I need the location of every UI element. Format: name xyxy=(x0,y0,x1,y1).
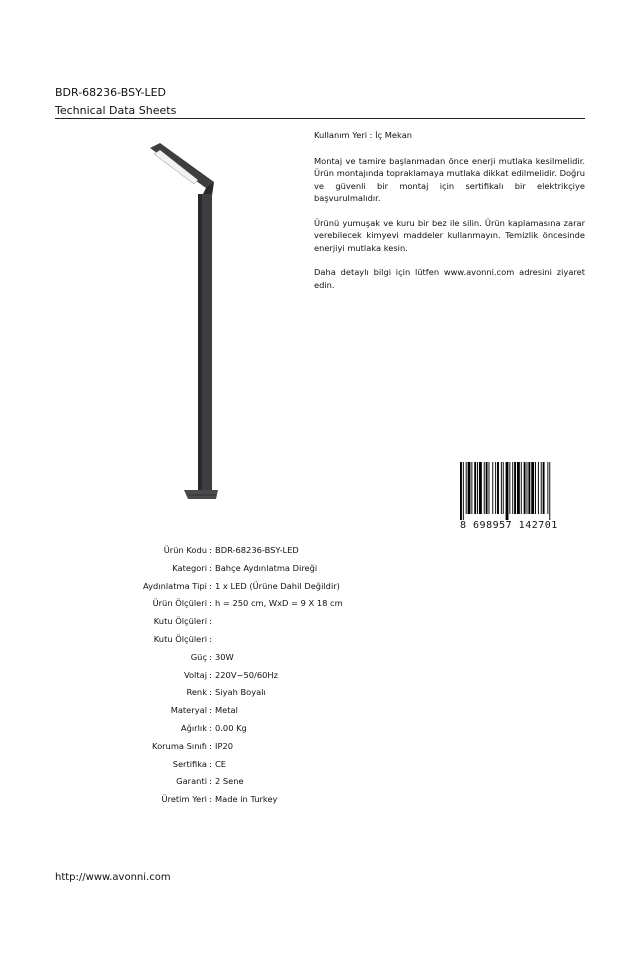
spec-value: Bahçe Aydınlatma Direği xyxy=(215,562,318,573)
barcode-bar xyxy=(531,462,534,514)
spec-separator: : xyxy=(209,705,212,716)
spec-separator: : xyxy=(209,580,212,591)
spec-row xyxy=(0,723,640,741)
barcode-bar xyxy=(503,462,504,514)
spec-value: h = 250 cm, WxD = 9 X 18 cm xyxy=(215,598,343,609)
spec-label: Kutu Ölçüleri xyxy=(153,633,207,644)
spec-row xyxy=(0,670,640,688)
spec-row xyxy=(0,598,640,616)
spec-separator: : xyxy=(209,633,212,644)
spec-row xyxy=(0,776,640,794)
barcode-bar xyxy=(524,462,526,514)
spec-separator: : xyxy=(209,776,212,787)
spec-separator: : xyxy=(209,598,212,609)
barcode-bar xyxy=(484,462,485,514)
spec-row xyxy=(0,741,640,759)
pole-base xyxy=(184,490,218,499)
barcode-bar xyxy=(489,462,490,514)
header-divider xyxy=(55,118,585,119)
spec-separator: : xyxy=(209,740,212,751)
spec-value: CE xyxy=(215,758,227,769)
barcode-bar xyxy=(492,462,493,514)
barcode-bar xyxy=(512,462,513,514)
spec-label: Ağırlık xyxy=(180,722,207,733)
spec-label: Aydınlatma Tipi xyxy=(143,580,207,591)
barcode xyxy=(460,462,584,520)
spec-label: Kutu Ölçüleri xyxy=(153,616,207,627)
page-subtitle: Technical Data Sheets xyxy=(55,104,177,117)
usage-location: Kullanım Yeri : İç Mekan xyxy=(314,130,413,140)
spec-row xyxy=(0,759,640,777)
spec-row xyxy=(0,705,640,723)
barcode-bar xyxy=(463,462,464,520)
spec-row xyxy=(0,616,640,634)
barcode-bar xyxy=(543,462,545,514)
barcode-bar xyxy=(477,462,478,514)
spec-label: Koruma Sınıfı xyxy=(152,740,207,751)
spec-separator: : xyxy=(209,616,212,627)
barcode-bar xyxy=(466,462,467,514)
spec-row xyxy=(0,687,640,705)
spec-value: BDR-68236-BSY-LED xyxy=(215,545,299,555)
description-paragraph: Montaj ve tamire başlanmadan önce enerji mutlaka kesilmelidir. Ürün montajında topraklamaya mutlaka dikkat edilmelidir. Doğru ve güvenli bir montaj için sertifikalı bir elektrikçiye başvurulmalıdır. xyxy=(314,155,585,203)
spec-row xyxy=(0,634,640,652)
barcode-bar xyxy=(535,462,536,514)
barcode-bar xyxy=(471,462,472,514)
barcode-bar xyxy=(547,462,548,514)
barcode-bar xyxy=(495,462,496,514)
spec-row xyxy=(0,545,640,563)
spec-separator: : xyxy=(209,794,212,805)
barcode-bar xyxy=(517,462,520,514)
spec-value: 0.00 Kg xyxy=(215,722,247,733)
barcode-bar xyxy=(497,462,499,514)
spec-value: 220V~50/60Hz xyxy=(215,669,278,680)
spec-label: Ürün Kodu xyxy=(163,545,207,555)
spec-label: Ürün Ölçüleri xyxy=(152,598,207,609)
spec-label: Garanti xyxy=(176,776,207,787)
barcode-bar xyxy=(474,462,476,514)
spec-value: IP20 xyxy=(215,740,234,751)
website-link[interactable]: http://www.avonni.com xyxy=(55,872,171,883)
barcode-bar xyxy=(506,462,509,520)
spec-value: 1 x LED (Ürüne Dahil Değildir) xyxy=(215,580,340,591)
spec-label: Kategori xyxy=(172,562,207,573)
spec-label: Güç xyxy=(190,651,207,662)
spec-row xyxy=(0,652,640,670)
barcode-bar xyxy=(538,462,539,514)
barcode-bar xyxy=(460,462,462,520)
spec-value: Metal xyxy=(215,705,238,716)
spec-label: Üretim Yeri xyxy=(161,794,207,805)
spec-separator: : xyxy=(209,669,212,680)
description-paragraph: Daha detaylı bilgi için lütfen www.avonni.com adresini ziyaret edin. xyxy=(314,267,585,290)
spec-label: Renk xyxy=(186,687,207,698)
spec-value: 2 Sene xyxy=(215,776,244,787)
spec-row xyxy=(0,794,640,812)
spec-separator: : xyxy=(209,545,212,555)
pole-shade xyxy=(198,194,202,490)
barcode-bar xyxy=(541,462,542,514)
spec-value: Siyah Boyalı xyxy=(215,687,266,698)
description-block xyxy=(314,129,585,303)
page-title: BDR-68236-BSY-LED xyxy=(55,86,167,99)
barcode-bar xyxy=(479,462,482,514)
barcode-bar xyxy=(528,462,530,514)
spec-label: Materyal xyxy=(170,705,207,716)
barcode-bar xyxy=(468,462,471,514)
spec-value: Made in Turkey xyxy=(215,794,278,805)
spec-separator: : xyxy=(209,651,212,662)
barcode-bar xyxy=(501,462,502,514)
spec-label: Sertifika xyxy=(172,758,207,769)
barcode-bar xyxy=(549,462,550,520)
spec-separator: : xyxy=(209,687,212,698)
barcode-bar xyxy=(514,462,516,514)
barcode-digits: 8 698957 142701 xyxy=(460,520,558,531)
spec-separator: : xyxy=(209,562,212,573)
spec-separator: : xyxy=(209,758,212,769)
description-paragraph: Ürünü yumuşak ve kuru bir bez ile silin. Ürün kaplamasına zarar verebilecek kimyevi maddeler kullanmayın. Temizlik öncesinde enerjiyi mutlaka kesin. xyxy=(314,217,585,253)
spec-separator: : xyxy=(209,722,212,733)
spec-value: 30W xyxy=(215,651,234,662)
product-image xyxy=(140,140,230,505)
spec-row xyxy=(0,563,640,581)
spec-table xyxy=(0,545,640,812)
spec-label: Voltaj xyxy=(183,669,207,680)
barcode-bar xyxy=(521,462,522,514)
barcode-bar xyxy=(509,462,510,514)
spec-row xyxy=(0,581,640,599)
barcode-bar xyxy=(486,462,488,514)
barcode-bar xyxy=(527,462,528,514)
